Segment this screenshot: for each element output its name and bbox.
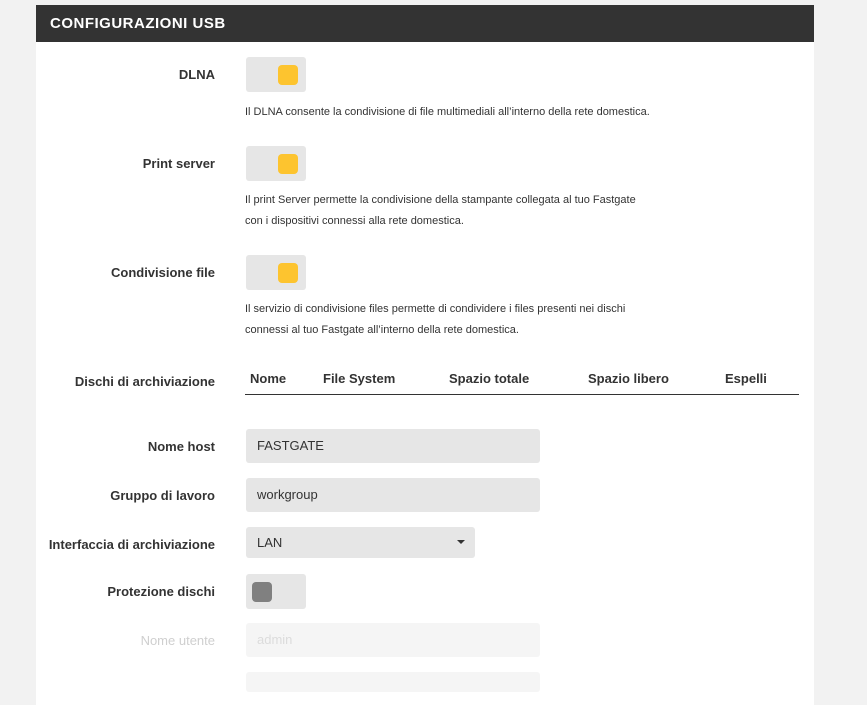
password-input[interactable] <box>246 672 540 692</box>
workgroup-input[interactable]: workgroup <box>246 478 540 512</box>
disk-protection-toggle[interactable] <box>246 574 306 609</box>
storage-interface-label: Interfaccia di archiviazione <box>48 537 215 552</box>
storage-interface-select[interactable] <box>246 527 475 558</box>
toggle-knob <box>278 263 298 283</box>
column-header-free-space: Spazio libero <box>588 371 669 386</box>
caret-down-icon <box>457 540 465 544</box>
table-divider <box>245 394 799 395</box>
storage-interface-value: LAN <box>257 535 283 550</box>
username-input[interactable]: admin <box>246 623 540 657</box>
host-name-input[interactable]: FASTGATE <box>246 429 540 463</box>
column-header-filesystem: File System <box>323 371 396 386</box>
file-sharing-description: Il servizio di condivisione files permette di condividere i files presenti nei dischi connessi al tuo Fastgate all’interno della rete domestica. <box>245 303 626 336</box>
column-header-eject: Espelli <box>725 371 767 386</box>
toggle-knob <box>252 582 272 602</box>
column-header-total-space: Spazio totale <box>449 371 530 386</box>
print-server-label: Print server <box>142 156 215 171</box>
host-name-label: Nome host <box>147 439 215 454</box>
print-server-description: Il print Server permette la condivisione della stampante collegata al tuo Fastgate con i dispositivi connessi alla rete domestica. <box>245 194 636 227</box>
usb-settings-panel <box>36 5 814 705</box>
print-server-toggle[interactable] <box>246 146 306 181</box>
dlna-toggle[interactable] <box>246 57 306 92</box>
toggle-knob <box>278 154 298 174</box>
toggle-knob <box>278 65 298 85</box>
file-sharing-label: Condivisione file <box>110 265 215 280</box>
file-sharing-toggle[interactable] <box>246 255 306 290</box>
dlna-label: DLNA <box>178 67 215 82</box>
column-header-name: Nome <box>250 371 287 386</box>
dlna-description: Il DLNA consente la condivisione di file multimediali all’interno della rete domestica. <box>245 106 650 118</box>
page-title: CONFIGURAZIONI USB <box>36 5 814 42</box>
workgroup-label: Gruppo di lavoro <box>110 488 215 503</box>
disk-protection-label: Protezione dischi <box>107 584 215 599</box>
username-label: Nome utente <box>140 633 215 648</box>
disks-label: Dischi di archiviazione <box>74 374 215 389</box>
